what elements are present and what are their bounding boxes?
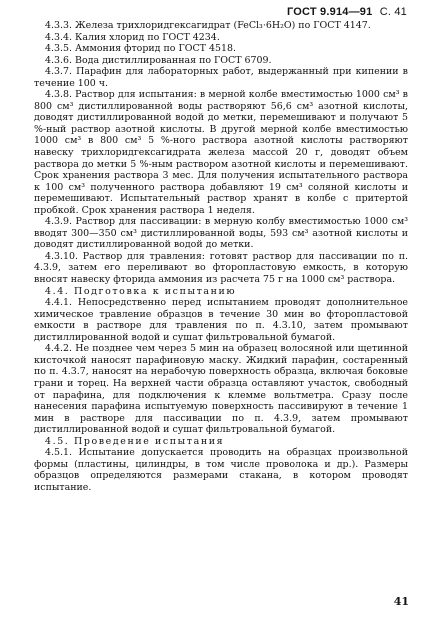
paragraph-4-3-4: 4.3.4. Калия хлорид по ГОСТ 4234.: [45, 31, 220, 43]
paragraph-4-3-9: 4.3.9. Раствор для пассивации: в мерную колбу вместимостью 1000 см³ вводят 300—350 см³ дистиллированной воды, 593 см³ азотной кислоты и доводят дистиллированной водой до метки.: [34, 216, 408, 251]
paragraph-4-5-1: 4.5.1. Испытание допускается проводить на образцах произвольной формы (пластины, цилиндры, в том числе проволока и др.). Размеры образцов определяются размерами стакана, в котором проводят испытание.: [34, 447, 408, 493]
header-page-number: С. 41: [379, 6, 407, 18]
paragraph-4-4-1: 4.4.1. Непосредственно перед испытанием проводят дополнительное химическое травление образцов в течение 30 мин во фторопластовой емкости в растворе для травления по п. 4.3.10, затем промывают дистиллированной водой и сушат фильтровальной бумагой.: [34, 297, 408, 343]
paragraph-4-3-6: 4.3.6. Вода дистиллированная по ГОСТ 6709.: [45, 54, 272, 66]
page-header: [287, 6, 407, 18]
footer-page-number: 41: [393, 595, 409, 608]
paragraph-4-3-10: 4.3.10. Раствор для травления: готовят раствор для пассивации по п. 4.3.9, затем его переливают во фторопластовую емкость, в которую вносят навеску фторида аммония из расчета 75 г на 1000 см³ раствора.: [34, 250, 408, 286]
standard-code: ГОСТ 9.914—91: [286, 6, 373, 18]
paragraph-4-3-3: 4.3.3. Железа трихлоридгексагидрат (FeCl₃·6H₂O) по ГОСТ 4147.: [45, 20, 371, 31]
paragraph-4-4-2: 4.4.2. Не позднее чем через 5 мин на образец волосяной или щетинной кисточкой наносят парафиновую маску. Жидкий парафин, состаренный по п. 4.3.7, наносят на нерабочую поверхность образца, включая боковые грани и торец. На верхней части образца оставляют участок, свободный от парафина, для подключения к клемме вольтметра. Сразу после нанесения парафина испытуемую поверхность пассивируют в течение 1 мин в растворе для пассивации по п. 4.3.9, затем промывают дистиллированной водой и сушат фильтровальной бумагой.: [34, 343, 408, 436]
section-heading-4-4: 4.4. Подготовка к испытанию: [45, 285, 237, 297]
document-body: [34, 20, 408, 493]
paragraph-4-3-5: 4.3.5. Аммония фторид по ГОСТ 4518.: [45, 43, 236, 55]
paragraph-4-3-8: 4.3.8. Раствор для испытания: в мерной колбе вместимостью 1000 см³ в 800 см³ дистиллированной воды растворяют 56,6 см³ азотной кислоты, доводят дистиллированной водой до метки, перемешивают и получают 5 %-ный раствор азотной кислоты. В другой мерной колбе вместимостью 1000 см³ в 800 см³ 5 %-ного раствора азотной кислоты растворяют навеску трихлоридгексагидрата железа массой 20 г, доводят объем раствора до метки 5 %-ным раствором азотной кислоты и перемешивают. Срок хранения раствора 3 мес. Для получения испытательного раствора к 100 см³ полученного раствора добавляют 19 см³ соляной кислоты и перемешивают. Испытательный раствор хранят в колбе с притертой пробкой. Срок хранения раствора 1 неделя.: [34, 89, 408, 216]
section-heading-4-5: 4.5. Проведение испытания: [45, 435, 225, 447]
paragraph-4-3-7: 4.3.7. Парафин для лабораторных работ, выдержанный при кипении в течение 100 ч.: [34, 66, 408, 89]
